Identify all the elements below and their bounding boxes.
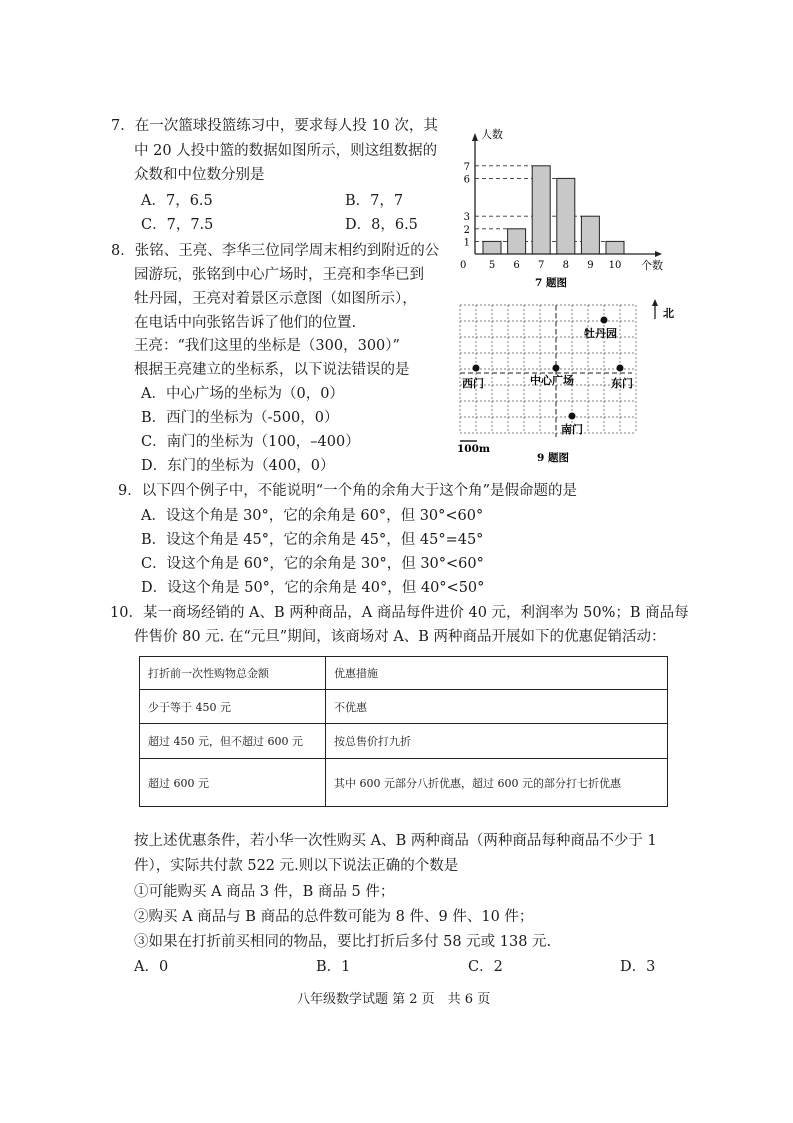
fig7-x-tick-label: 10 (608, 260, 622, 271)
q7-option-b: B．7，7 (345, 193, 404, 209)
fig9-center-dot (553, 365, 560, 372)
fig7-x-tick-label: 7 (538, 260, 545, 271)
q10-option-a: A．0 (134, 959, 169, 975)
fig7-y-tick-label: 6 (463, 174, 470, 186)
fig9-mudan-dot (601, 317, 608, 324)
fig7-x-tick-label: 9 (587, 260, 594, 271)
q10-line-1: 10．某一商场经销的 A、B 两种商品，A 商品每件进价 40 元，利润率为 50%；B 商品每 (110, 605, 689, 621)
q10-after-2: 件），实际共付款 522 元.则以下说法正确的个数是 (134, 858, 459, 874)
table-row (140, 759, 668, 807)
fig9-north-arrow-icon (652, 299, 658, 306)
q8-line-6: 根据王亮建立的坐标系，以下说法错误的是 (134, 362, 410, 378)
fig7-y-tick-label: 3 (463, 212, 470, 224)
q7-option-a: A．7，6.5 (141, 193, 213, 209)
q10-line-2: 件售价 80 元. 在“元旦”期间，该商场对 A、B 两种商品开展如下的优惠促销活动： (134, 629, 666, 645)
q9-stem: 9．以下四个例子中，不能说明“一个角的余角大于这个角”是假命题的是 (118, 483, 578, 499)
q8-line-5: 王亮：“我们这里的坐标是（300，300）” (134, 338, 400, 354)
q8-line-4: 在电话中向张铭告诉了他们的位置. (134, 315, 357, 331)
table-cell: 超过 600 元 (140, 759, 326, 807)
q7-line-1: 7．在一次篮球投篮练习中，要求每人投 10 次，其 (111, 118, 438, 134)
q10-option-b: B．1 (316, 959, 351, 975)
table-header-row (140, 657, 668, 690)
q7-option-c: C．7，7.5 (141, 217, 214, 233)
table-cell: 其中 600 元部分八折优惠，超过 600 元的部分打七折优惠 (326, 759, 668, 807)
fig7-bars (483, 166, 624, 254)
q8-option-c: C．南门的坐标为（100，–400） (141, 434, 360, 450)
table-cell: 按总售价打九折 (326, 724, 668, 759)
q8-line-2: 园游玩，张铭到中心广场时，王亮和李华已到 (134, 267, 424, 283)
q10-option-c: C．2 (468, 959, 503, 975)
fig7-bar-10 (606, 241, 624, 254)
q8-option-d: D．东门的坐标为（400，0） (141, 458, 335, 474)
fig9-center-label: 中心广场 (530, 374, 574, 387)
fig7-y-tick-label: 1 (463, 237, 470, 249)
fig7-bar-6 (508, 229, 526, 254)
fig7-x-tick-label: 5 (488, 260, 496, 271)
fig7-x-arrow (655, 251, 662, 257)
q9-option-a: A．设这个角是 30°，它的余角是 60°，但 30°<60° (141, 508, 484, 524)
fig9-caption: 9 题图 (537, 452, 569, 464)
q9-option-d: D．设这个角是 50°，它的余角是 40°，但 40°<50° (141, 580, 485, 596)
table-cell: 少于等于 450 元 (140, 690, 326, 724)
fig9-south-label: 南门 (561, 423, 583, 436)
fig9-east-label: 东门 (611, 377, 633, 390)
q10-after-1: 按上述优惠条件，若小华一次性购买 A、B 两种商品（两种商品每种商品不少于 1 (134, 833, 657, 849)
q10-statement-2: ②购买 A 商品与 B 商品的总件数可能为 8 件、9 件、10 件； (134, 909, 534, 925)
q10-statement-1: ①可能购买 A 商品 3 件，B 商品 5 件； (134, 884, 395, 900)
fig7-bar-8 (557, 178, 575, 254)
fig9-north-label: 北 (663, 307, 674, 320)
fig7-x-tick-label: 6 (513, 260, 520, 271)
fig7-bar-9 (581, 216, 599, 254)
fig7-origin: 0 (460, 260, 467, 271)
fig7-y-arrow (472, 133, 478, 141)
table-row (140, 690, 668, 724)
fig9-scale-label: 100m (457, 443, 491, 455)
q8-line-1: 8．张铭、王亮、李华三位同学周末相约到附近的公 (111, 243, 440, 259)
fig7-xlabel: 个数 (641, 259, 663, 272)
fig7-caption: 7 题图 (535, 277, 567, 289)
q7-line-2: 中 20 人投中篮的数据如图所示，则这组数据的 (134, 143, 438, 159)
table-cell: 不优惠 (326, 690, 668, 724)
fig9-map (452, 295, 682, 467)
fig7-y-ticks (464, 162, 470, 249)
table-row (140, 724, 668, 759)
table-header-amount: 打折前一次性购物总金额 (140, 657, 326, 690)
fig9-grid (460, 305, 636, 433)
q9-option-c: C．设这个角是 60°，它的余角是 30°，但 30°<60° (141, 556, 484, 572)
fig9-west-dot (473, 365, 480, 372)
fig9-west-label: 西门 (462, 377, 484, 390)
page-footer: 八年级数学试题 第 2 页 共 6 页 (297, 992, 491, 1007)
q8-option-b: B．西门的坐标为（-500，0） (141, 410, 339, 426)
q7-line-3: 众数和中位数分别是 (134, 167, 265, 183)
promotion-table (139, 656, 668, 807)
fig9-east-dot (617, 365, 624, 372)
fig7-x-ticks (489, 260, 622, 271)
q8-line-3: 牡丹园，王亮对着景区示意图（如图所示）， (134, 291, 417, 307)
q10-statement-3: ③如果在打折前买相同的物品，要比打折后多付 58 元或 138 元. (134, 934, 552, 950)
fig7-ylabel: 人数 (481, 128, 503, 141)
table-header-discount: 优惠措施 (326, 657, 668, 690)
q10-option-d: D．3 (620, 959, 656, 975)
fig7-bar-5 (483, 241, 501, 254)
q7-option-d: D．8，6.5 (345, 217, 418, 233)
fig9-mudan-label: 牡丹园 (584, 327, 617, 340)
fig9-south-dot (569, 413, 576, 420)
fig7-y-tick-label: 2 (463, 224, 470, 236)
fig7-x-tick-label: 8 (562, 260, 569, 271)
fig7-y-tick-label: 7 (463, 161, 470, 173)
fig7-bar-chart (455, 122, 670, 292)
q8-option-a: A．中心广场的坐标为（0，0） (141, 386, 344, 402)
table-cell: 超过 450 元，但不超过 600 元 (140, 724, 326, 759)
q9-option-b: B．设这个角是 45°，它的余角是 45°，但 45°=45° (141, 532, 484, 548)
fig7-bar-7 (532, 166, 550, 254)
